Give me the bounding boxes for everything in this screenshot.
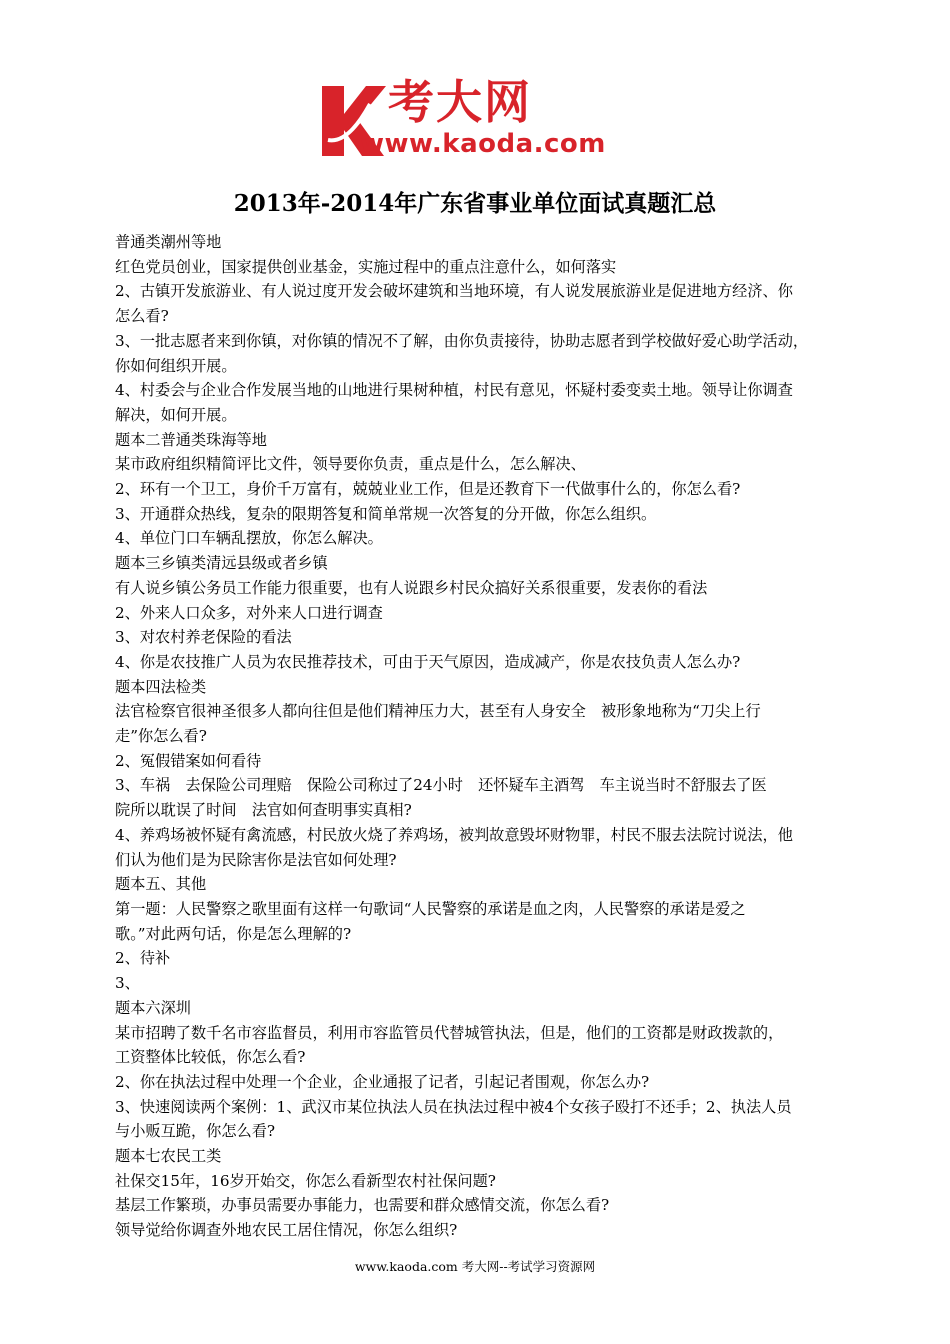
text-line: 题本三乡镇类清远县级或者乡镇 xyxy=(115,554,328,573)
text-line: 3、 xyxy=(115,974,140,993)
text-line: 3、开通群众热线，复杂的限期答复和简单常规一次答复的分开做，你怎么组织。 xyxy=(115,504,657,523)
text-line: 法官检察官很神圣很多人都向往但是他们精神压力大，甚至有人身安全 被形象地称为“刀尖上行 xyxy=(115,702,761,721)
text-line: 普通类潮州等地 xyxy=(115,233,222,251)
text-line: 题本四法检类 xyxy=(115,677,207,696)
text-line: 3、快速阅读两个案例：1、武汉市某位执法人员在执法过程中被4个女孩子殴打不还手；2、执法人员 xyxy=(115,1097,792,1116)
text-line: 解决，如何开展。 xyxy=(115,405,237,424)
text-line: 题本七农民工类 xyxy=(115,1147,222,1166)
text-line: 2、环有一个卫工，身价千万富有，兢兢业业工作，但是还教育下一代做事什么的，你怎么看? xyxy=(115,480,741,499)
text-line: 工资整体比较低，你怎么看? xyxy=(115,1048,306,1067)
text-line: 红色党员创业，国家提供创业基金，实施过程中的重点注意什么，如何落实 xyxy=(115,257,617,276)
document-body xyxy=(115,230,840,1243)
text-line: 基层工作繁琐，办事员需要办事能力，也需要和群众感情交流，你怎么看? xyxy=(115,1196,610,1215)
text-line: 2、待补 xyxy=(115,949,171,968)
text-line: 2、冤假错案如何看待 xyxy=(115,751,262,770)
text-line: 们认为他们是为民除害你是法官如何处理? xyxy=(115,850,397,869)
text-line: 3、车祸 去保险公司理赔 保险公司称过了24小时 还怀疑车主酒驾 车主说当时不舒服去了医 xyxy=(115,776,767,795)
text-line: 与小贩互跪，你怎么看? xyxy=(115,1122,276,1141)
page-footer: www.kaoda.com 考大网--考试学习资源网 xyxy=(354,1259,596,1274)
text-line: 3、一批志愿者来到你镇，对你镇的情况不了解，由你负责接待，协助志愿者到学校做好爱心助学活动， xyxy=(115,331,809,350)
text-line: 题本二普通类珠海等地 xyxy=(115,430,267,449)
kaoda-logo xyxy=(318,75,638,160)
text-line: 某市政府组织精简评比文件，领导要你负责，重点是什么，怎么解决、 xyxy=(115,455,586,474)
text-line: 4、村委会与企业合作发展当地的山地进行果树种植，村民有意见，怀疑村委变卖土地。领导让你调查 xyxy=(115,381,793,400)
text-line: 歌。”对此两句话，你是怎么理解的? xyxy=(115,924,352,943)
text-line: 3、对农村养老保险的看法 xyxy=(115,628,292,647)
text-line: 社保交15年，16岁开始交，你怎么看新型农村社保问题? xyxy=(115,1171,496,1190)
text-line: 2、古镇开发旅游业、有人说过度开发会破坏建筑和当地环境，有人说发展旅游业是促进地方经济、你 xyxy=(115,282,793,301)
text-line: 有人说乡镇公务员工作能力很重要，也有人说跟乡村民众搞好关系很重要，发表你的看法 xyxy=(115,578,708,597)
text-line: 走”你怎么看? xyxy=(115,727,207,746)
text-line: 院所以耽误了时间 法官如何查明事实真相? xyxy=(115,801,412,820)
text-line: 4、单位门口车辆乱摆放，你怎么解决。 xyxy=(115,529,383,548)
text-line: 2、你在执法过程中处理一个企业，企业通报了记者，引起记者围观，你怎么办? xyxy=(115,1072,650,1091)
text-line: 题本六深圳 xyxy=(115,998,191,1017)
text-line: 4、养鸡场被怀疑有禽流感，村民放火烧了养鸡场，被判故意毁坏财物罪，村民不服去法院讨说法，他 xyxy=(115,825,793,844)
text-line: 怎么看? xyxy=(115,307,169,326)
text-line: 第一题：人民警察之歌里面有这样一句歌词“人民警察的承诺是血之肉，人民警察的承诺是爱之 xyxy=(115,899,746,918)
text-line: 2、外来人口众多，对外来人口进行调查 xyxy=(115,603,383,622)
text-line: 领导觉给你调查外地农民工居住情况，你怎么组织? xyxy=(115,1221,458,1240)
logo-brand-name: 考大网 xyxy=(388,75,532,129)
text-line: 题本五、其他 xyxy=(115,875,207,894)
text-line: 4、你是农技推广人员为农民推荐技术，可由于天气原因，造成减产，你是农技负责人怎么办? xyxy=(115,652,741,671)
logo-brand-url: www.kaoda.com xyxy=(360,129,606,159)
text-line: 你如何组织开展。 xyxy=(115,356,237,375)
document-title: 2013年-2014年广东省事业单位面试真题汇总 xyxy=(233,190,717,217)
text-line: 某市招聘了数千名市容监督员，利用市容监管员代替城管执法，但是，他们的工资都是财政拨款的， xyxy=(115,1023,784,1042)
